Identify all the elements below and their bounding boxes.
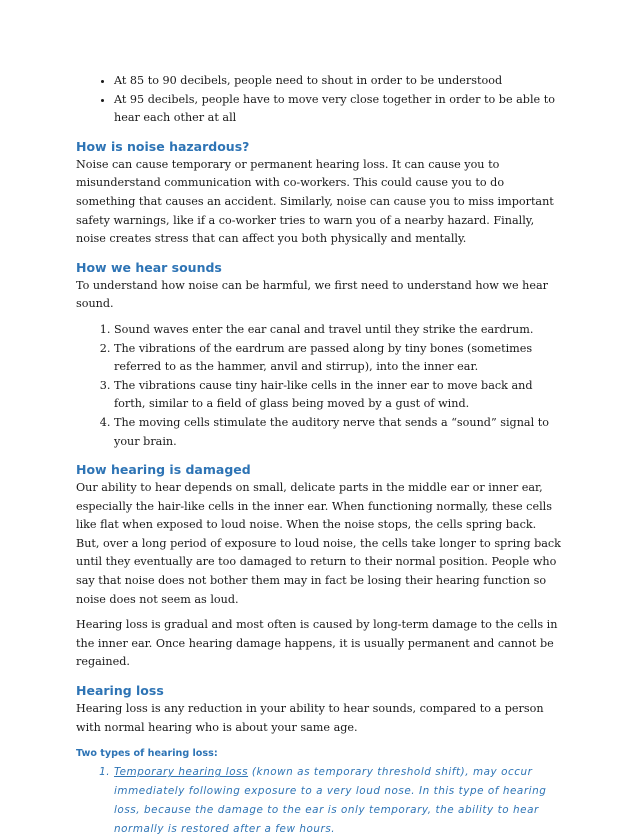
- damage-paragraph-1: Our ability to hear depends on small, delicate parts in the middle ear or inner ear, especially the hair-like cells in the inner ear. When functioning normally, these cells like flat when exposed to loud noise. When the noise stops, the cells spring back. But, over a long period of exposure to loud noise, the cells take longer to spring back until they eventually are too damaged to return to their normal position. People who say that noise does not bother them may in fact be losing their hearing function so noise does not seem as loud.: [76, 481, 561, 606]
- step-item: 4. The moving cells stimulate the auditory nerve that sends a “sound” signal to your brain.: [114, 414, 562, 451]
- heading-hearing-damaged: How hearing is damaged: [76, 462, 251, 478]
- type-description: (known as temporary threshold shift), may occur immediately following exposure to a very loud nose. In this type of hearing loss, because the damage to the ear is only temporary, the ability to hear normally is restored after a few hours.: [114, 766, 547, 836]
- hearing-steps-list: [76, 321, 562, 451]
- hearing-loss-paragraph: Hearing loss is any reduction in your ability to hear sounds, compared to a person with normal hearing who is about your same age.: [76, 702, 544, 734]
- hear-intro-paragraph: To understand how noise can be harmful, we first need to understand how we hear sound.: [76, 278, 549, 311]
- heading-how-we-hear: How we hear sounds: [76, 259, 222, 275]
- decibel-bullet-list: [76, 72, 562, 128]
- bullet-item: • At 85 to 90 decibels, people need to shout in order to be understood: [114, 72, 562, 91]
- step-item: 1. Sound waves enter the ear canal and travel until they strike the eardrum.: [114, 321, 562, 340]
- heading-hearing-loss: Hearing loss: [76, 683, 164, 699]
- step-item: 3. The vibrations cause tiny hair-like cells in the inner ear to move back and forth, similar to a field of glass being moved by a gust of wind.: [114, 377, 562, 414]
- step-item: 2. The vibrations of the eardrum are passed along by tiny bones (sometimes referred to as the hammer, anvil and stirrup), into the inner ear.: [114, 340, 562, 377]
- subheading-two-types: Two types of hearing loss:: [76, 748, 218, 760]
- temporary-hearing-loss-link[interactable]: Temporary hearing loss: [114, 766, 249, 779]
- hazard-paragraph: Noise can cause temporary or permanent hearing loss. It can cause you to misunderstand communication with co-workers. This could cause you to do something that causes an accident. Similarly, noise can cause you to miss important safety warnings, like if a co-worker tries to warn you of a nearby hazard. Finally, noise creates stress that can affect you both physically and mentally.: [76, 157, 554, 246]
- type-item: [114, 763, 562, 839]
- bullet-item: • At 95 decibels, people have to move very close together in order to be able to hear each other at all: [114, 91, 562, 128]
- damage-paragraph-2: Hearing loss is gradual and most often is caused by long-term damage to the cells in the inner ear. Once hearing damage happens, it is usually permanent and cannot be regained.: [76, 618, 558, 669]
- heading-noise-hazardous: How is noise hazardous?: [76, 138, 250, 154]
- hearing-loss-types-list: [76, 763, 562, 839]
